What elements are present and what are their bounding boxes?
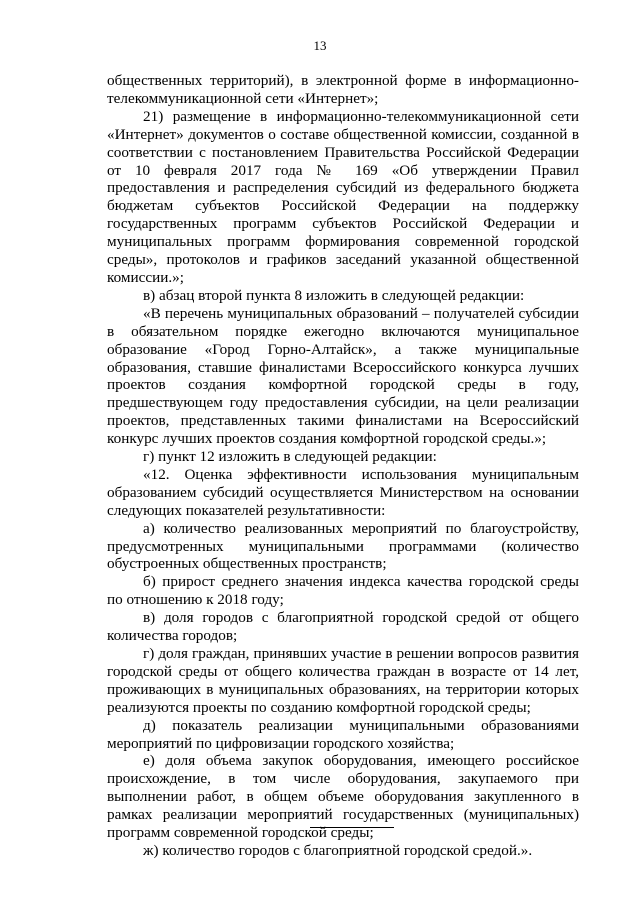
list-item-a: а) количество реализованных мероприятий по благоустройству, предусмотренных муниципальными программами (количество обустроенных общественных пространств; xyxy=(107,519,579,573)
list-item-b: б) прирост среднего значения индекса качества городской среды по отношению к 2018 году; xyxy=(107,573,579,609)
page-number: 13 xyxy=(313,38,327,53)
paragraph-continuation: общественных территорий), в электронной форме в информационно-телекоммуникационной сети «Интернет»; xyxy=(107,72,579,107)
paragraph-recipients-list: «В перечень муниципальных образований – получателей субсидии в обязательном порядке ежегодно включаются муниципальное образование «Город Горно-Алтайск», а также муниципальные образования, ставшие финалистами Всероссийского конкурса лучших проектов создания комфортной городской среды в году, предшествующем году предоставления субсидии, на цели реализации проектов, представленных такими финалистами на Всероссийский конкурс лучших проектов создания комфортной городской среды.»; xyxy=(107,304,579,448)
paragraph-amendment-g: г) пункт 12 изложить в следующей редакции: xyxy=(143,448,437,466)
list-item-e: е) доля объема закупок оборудования, имеющего российское происхождение, в том числе оборудования, закупаемого при выполнении работ, в общем объеме оборудования закупленного в рамках реализации мероприятий государственных (муниципальных) программ современной городской среды; xyxy=(107,752,579,842)
list-item-v: в) доля городов с благоприятной городской средой от общего количества городов; xyxy=(107,609,579,645)
list-item-g: г) доля граждан, принявших участие в решении вопросов развития городской среды от общего количества граждан в возрасте от 14 лет, проживающих в муниципальных образованиях, на территории которых реализуются проекты по созданию комфортной городской среды; xyxy=(107,645,579,716)
document-body xyxy=(107,72,579,860)
paragraph-item-21: 21) размещение в информационно-телекоммуникационной сети «Интернет» документов о составе общественной комиссии, созданной в соответствии с постановлением Правительства Российской Федерации от 10 февраля 2017 года № 169 «Об утверждении Правил предоставления и распределения субсидий из федерального бюджета бюджетам субъектов Российской Федерации на поддержку государственных программ субъектов Российской Федерации и муниципальных программ формирования современной городской среды», протоколов и графиков заседаний указанной общественной комиссии.»; xyxy=(107,107,579,286)
paragraph-amendment-v: в) абзац второй пункта 8 изложить в следующей редакции: xyxy=(143,286,525,304)
paragraph-clause-12: «12. Оценка эффективности использования муниципальным образованием субсидий осуществляется Министерством на основании следующих показателей результативности: xyxy=(107,465,579,519)
closing-divider xyxy=(310,827,394,828)
list-item-d: д) показатель реализации муниципальными образованиями мероприятий по цифровизации городского хозяйства; xyxy=(107,716,579,752)
list-item-zh: ж) количество городов с благоприятной городской средой.». xyxy=(143,841,533,859)
